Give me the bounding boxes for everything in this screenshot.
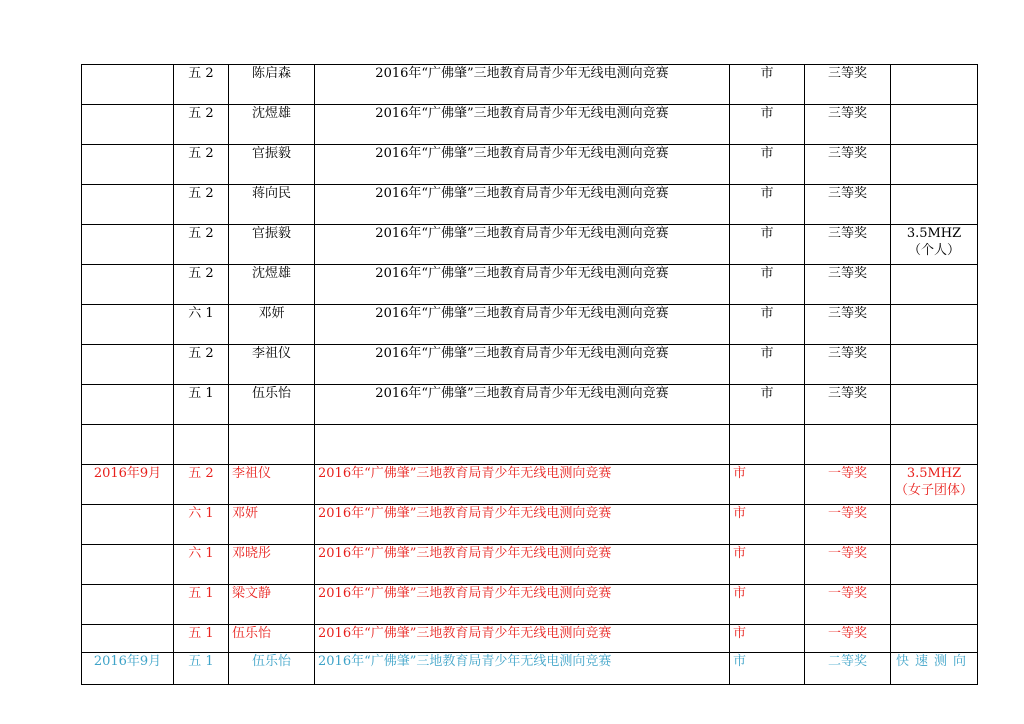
cell-class: 五 2: [174, 65, 229, 105]
table-row: [82, 345, 978, 385]
cell-date: [82, 585, 174, 625]
cell-competition: 2016年“广佛肇”三地教育局青少年无线电测向竞赛: [315, 265, 730, 305]
cell-student-name: [229, 425, 315, 465]
cell-note: [891, 545, 978, 585]
cell-level: 市: [730, 653, 805, 685]
cell-award: 三等奖: [805, 145, 891, 185]
cell-student-name: 陈启森: [229, 65, 315, 105]
cell-class: 五 1: [174, 385, 229, 425]
cell-note: [891, 225, 978, 265]
cell-student-name: 李祖仪: [229, 345, 315, 385]
cell-award: 一等奖: [805, 585, 891, 625]
cell-date: [82, 65, 174, 105]
cell-award: 一等奖: [805, 465, 891, 505]
cell-class: 五 2: [174, 105, 229, 145]
cell-note: [891, 105, 978, 145]
cell-date: [82, 545, 174, 585]
cell-level: 市: [730, 385, 805, 425]
cell-competition: 2016年“广佛肇”三地教育局青少年无线电测向竞赛: [315, 185, 730, 225]
cell-competition: 2016年“广佛肇”三地教育局青少年无线电测向竞赛: [315, 385, 730, 425]
cell-award: 三等奖: [805, 225, 891, 265]
table-row: [82, 425, 978, 465]
cell-level: 市: [730, 65, 805, 105]
cell-award: 一等奖: [805, 505, 891, 545]
note-line-2: （女子团体）: [894, 483, 973, 498]
cell-level: 市: [730, 585, 805, 625]
cell-level: 市: [730, 545, 805, 585]
table-row: [82, 625, 978, 653]
cell-level: [730, 425, 805, 465]
cell-competition: 2016年“广佛肇”三地教育局青少年无线电测向竞赛: [315, 505, 730, 545]
cell-competition: 2016年“广佛肇”三地教育局青少年无线电测向竞赛: [315, 225, 730, 265]
table-row: [82, 65, 978, 105]
cell-class: 五 2: [174, 145, 229, 185]
cell-class: 五 1: [174, 653, 229, 685]
cell-student-name: 伍乐怡: [229, 385, 315, 425]
table-row: [82, 105, 978, 145]
cell-note: [891, 145, 978, 185]
cell-award: 一等奖: [805, 625, 891, 653]
table-row: [82, 225, 978, 265]
cell-date: [82, 305, 174, 345]
cell-date: [82, 385, 174, 425]
cell-date: [82, 345, 174, 385]
note-line-2: （个人）: [907, 243, 960, 258]
cell-date: [82, 185, 174, 225]
cell-date: [82, 145, 174, 185]
cell-award: 二等奖: [805, 653, 891, 685]
awards-table: [81, 64, 978, 685]
cell-competition: 2016年“广佛肇”三地教育局青少年无线电测向竞赛: [315, 65, 730, 105]
cell-date: [82, 505, 174, 545]
cell-level: 市: [730, 505, 805, 545]
cell-note: [891, 305, 978, 345]
cell-level: 市: [730, 185, 805, 225]
cell-class: 六 1: [174, 305, 229, 345]
cell-level: 市: [730, 345, 805, 385]
cell-class: 五 2: [174, 265, 229, 305]
cell-award: 三等奖: [805, 345, 891, 385]
cell-student-name: 邓晓彤: [229, 545, 315, 585]
cell-date: [82, 265, 174, 305]
note-line-1: 3.5MHZ: [906, 466, 962, 481]
cell-student-name: 沈煜雄: [229, 105, 315, 145]
cell-level: 市: [730, 465, 805, 505]
cell-award: 三等奖: [805, 265, 891, 305]
table-row: [82, 545, 978, 585]
cell-note: [891, 65, 978, 105]
cell-competition: 2016年“广佛肇”三地教育局青少年无线电测向竞赛: [315, 465, 730, 505]
table-row: [82, 305, 978, 345]
cell-competition: 2016年“广佛肇”三地教育局青少年无线电测向竞赛: [315, 105, 730, 145]
table-row: [82, 465, 978, 505]
cell-award: [805, 425, 891, 465]
cell-class: [174, 425, 229, 465]
cell-date: 2016年9月: [82, 653, 174, 685]
cell-date: [82, 105, 174, 145]
cell-student-name: 官振毅: [229, 145, 315, 185]
cell-date: [82, 425, 174, 465]
cell-student-name: 沈煜雄: [229, 265, 315, 305]
cell-note: [891, 505, 978, 545]
cell-level: 市: [730, 145, 805, 185]
cell-competition: 2016年“广佛肇”三地教育局青少年无线电测向竞赛: [315, 305, 730, 345]
cell-award: 三等奖: [805, 185, 891, 225]
cell-date: 2016年9月: [82, 465, 174, 505]
cell-class: 五 2: [174, 225, 229, 265]
cell-award: 三等奖: [805, 105, 891, 145]
cell-competition: 2016年“广佛肇”三地教育局青少年无线电测向竞赛: [315, 653, 730, 685]
cell-award: 三等奖: [805, 385, 891, 425]
cell-competition: 2016年“广佛肇”三地教育局青少年无线电测向竞赛: [315, 625, 730, 653]
cell-student-name: 官振毅: [229, 225, 315, 265]
cell-note: [891, 265, 978, 305]
cell-date: [82, 625, 174, 653]
cell-competition: 2016年“广佛肇”三地教育局青少年无线电测向竞赛: [315, 145, 730, 185]
cell-note: [891, 425, 978, 465]
cell-student-name: 蒋向民: [229, 185, 315, 225]
cell-note: [891, 625, 978, 653]
table-row: [82, 653, 978, 685]
cell-award: 三等奖: [805, 65, 891, 105]
cell-level: 市: [730, 625, 805, 653]
cell-level: 市: [730, 225, 805, 265]
cell-student-name: 邓妍: [229, 305, 315, 345]
cell-competition: 2016年“广佛肇”三地教育局青少年无线电测向竞赛: [315, 345, 730, 385]
cell-student-name: 李祖仪: [229, 465, 315, 505]
cell-note: [891, 465, 978, 505]
cell-student-name: 伍乐怡: [229, 625, 315, 653]
cell-class: 五 2: [174, 345, 229, 385]
cell-class: 五 2: [174, 185, 229, 225]
cell-student-name: 伍乐怡: [229, 653, 315, 685]
cell-level: 市: [730, 105, 805, 145]
cell-note: [891, 385, 978, 425]
cell-competition: [315, 425, 730, 465]
cell-class: 六 1: [174, 545, 229, 585]
cell-level: 市: [730, 265, 805, 305]
cell-class: 六 1: [174, 505, 229, 545]
cell-student-name: 邓妍: [229, 505, 315, 545]
cell-student-name: 梁文静: [229, 585, 315, 625]
note-line-1: 3.5MHZ: [906, 226, 962, 241]
cell-competition: 2016年“广佛肇”三地教育局青少年无线电测向竞赛: [315, 545, 730, 585]
cell-class: 五 1: [174, 585, 229, 625]
table-row: [82, 265, 978, 305]
cell-date: [82, 225, 174, 265]
cell-class: 五 1: [174, 625, 229, 653]
cell-class: 五 2: [174, 465, 229, 505]
award-rows: [82, 65, 978, 685]
cell-note: [891, 585, 978, 625]
cell-award: 一等奖: [805, 545, 891, 585]
cell-note: [891, 653, 978, 685]
table-row: [82, 145, 978, 185]
cell-note: [891, 345, 978, 385]
table-row: [82, 385, 978, 425]
cell-award: 三等奖: [805, 305, 891, 345]
table-row: [82, 185, 978, 225]
table-row: [82, 585, 978, 625]
cell-competition: 2016年“广佛肇”三地教育局青少年无线电测向竞赛: [315, 585, 730, 625]
cell-note: [891, 185, 978, 225]
table-row: [82, 505, 978, 545]
cell-level: 市: [730, 305, 805, 345]
note-line-1: 快速测向: [895, 654, 972, 669]
